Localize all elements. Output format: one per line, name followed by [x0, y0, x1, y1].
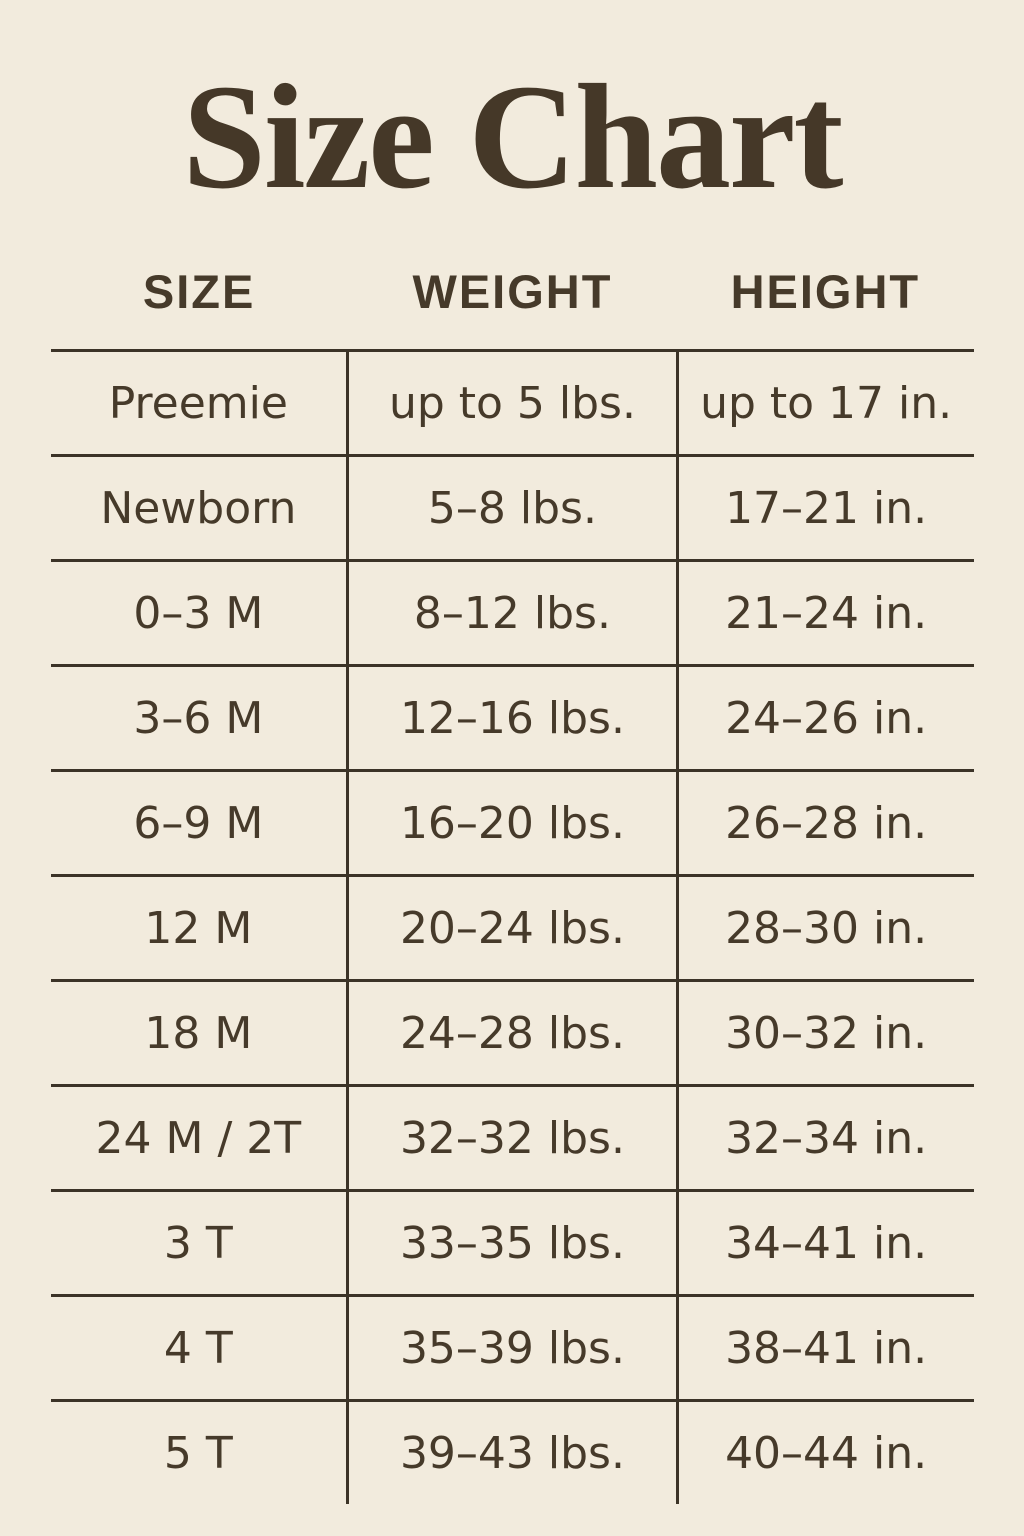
height-cell: up to 17 in.: [677, 351, 973, 456]
height-cell: 32–34 in.: [677, 1086, 973, 1191]
column-header-height: HEIGHT: [730, 265, 921, 318]
size-cell: 5 T: [51, 1401, 348, 1505]
size-cell: 3 T: [51, 1191, 348, 1296]
size-cell: 12 M: [51, 876, 348, 981]
weight-cell: 24–28 lbs.: [348, 981, 678, 1086]
weight-cell: 5–8 lbs.: [348, 456, 678, 561]
size-cell: 4 T: [51, 1296, 348, 1401]
height-cell: 38–41 in.: [677, 1296, 973, 1401]
size-cell: 18 M: [51, 981, 348, 1086]
weight-cell: 16–20 lbs.: [348, 771, 678, 876]
table-row: [51, 1191, 974, 1296]
height-cell: 30–32 in.: [677, 981, 973, 1086]
table-row: [51, 876, 974, 981]
weight-cell: 12–16 lbs.: [348, 666, 678, 771]
table-row: [51, 1296, 974, 1401]
table-row: [51, 1086, 974, 1191]
height-cell: 26–28 in.: [677, 771, 973, 876]
weight-cell: 33–35 lbs.: [348, 1191, 678, 1296]
height-cell: 17–21 in.: [677, 456, 973, 561]
size-cell: Preemie: [51, 351, 348, 456]
size-cell: Newborn: [51, 456, 348, 561]
height-cell: 24–26 in.: [677, 666, 973, 771]
size-table: [51, 212, 974, 1504]
size-cell: 3–6 M: [51, 666, 348, 771]
table-row: [51, 351, 974, 456]
table-row: [51, 561, 974, 666]
size-cell: 6–9 M: [51, 771, 348, 876]
table-row: [51, 771, 974, 876]
column-header-size: SIZE: [142, 265, 256, 318]
height-cell: 21–24 in.: [677, 561, 973, 666]
size-cell: 24 M / 2T: [51, 1086, 348, 1191]
page-title: Size Chart: [182, 54, 842, 220]
table-row: [51, 456, 974, 561]
size-cell: 0–3 M: [51, 561, 348, 666]
column-header-weight: WEIGHT: [412, 265, 613, 318]
table-header-row: [51, 212, 974, 351]
table-row: [51, 981, 974, 1086]
table-row: [51, 1401, 974, 1505]
weight-cell: 20–24 lbs.: [348, 876, 678, 981]
weight-cell: 35–39 lbs.: [348, 1296, 678, 1401]
table-row: [51, 666, 974, 771]
weight-cell: 39–43 lbs.: [348, 1401, 678, 1505]
height-cell: 28–30 in.: [677, 876, 973, 981]
height-cell: 40–44 in.: [677, 1401, 973, 1505]
weight-cell: up to 5 lbs.: [348, 351, 678, 456]
height-cell: 34–41 in.: [677, 1191, 973, 1296]
weight-cell: 32–32 lbs.: [348, 1086, 678, 1191]
weight-cell: 8–12 lbs.: [348, 561, 678, 666]
